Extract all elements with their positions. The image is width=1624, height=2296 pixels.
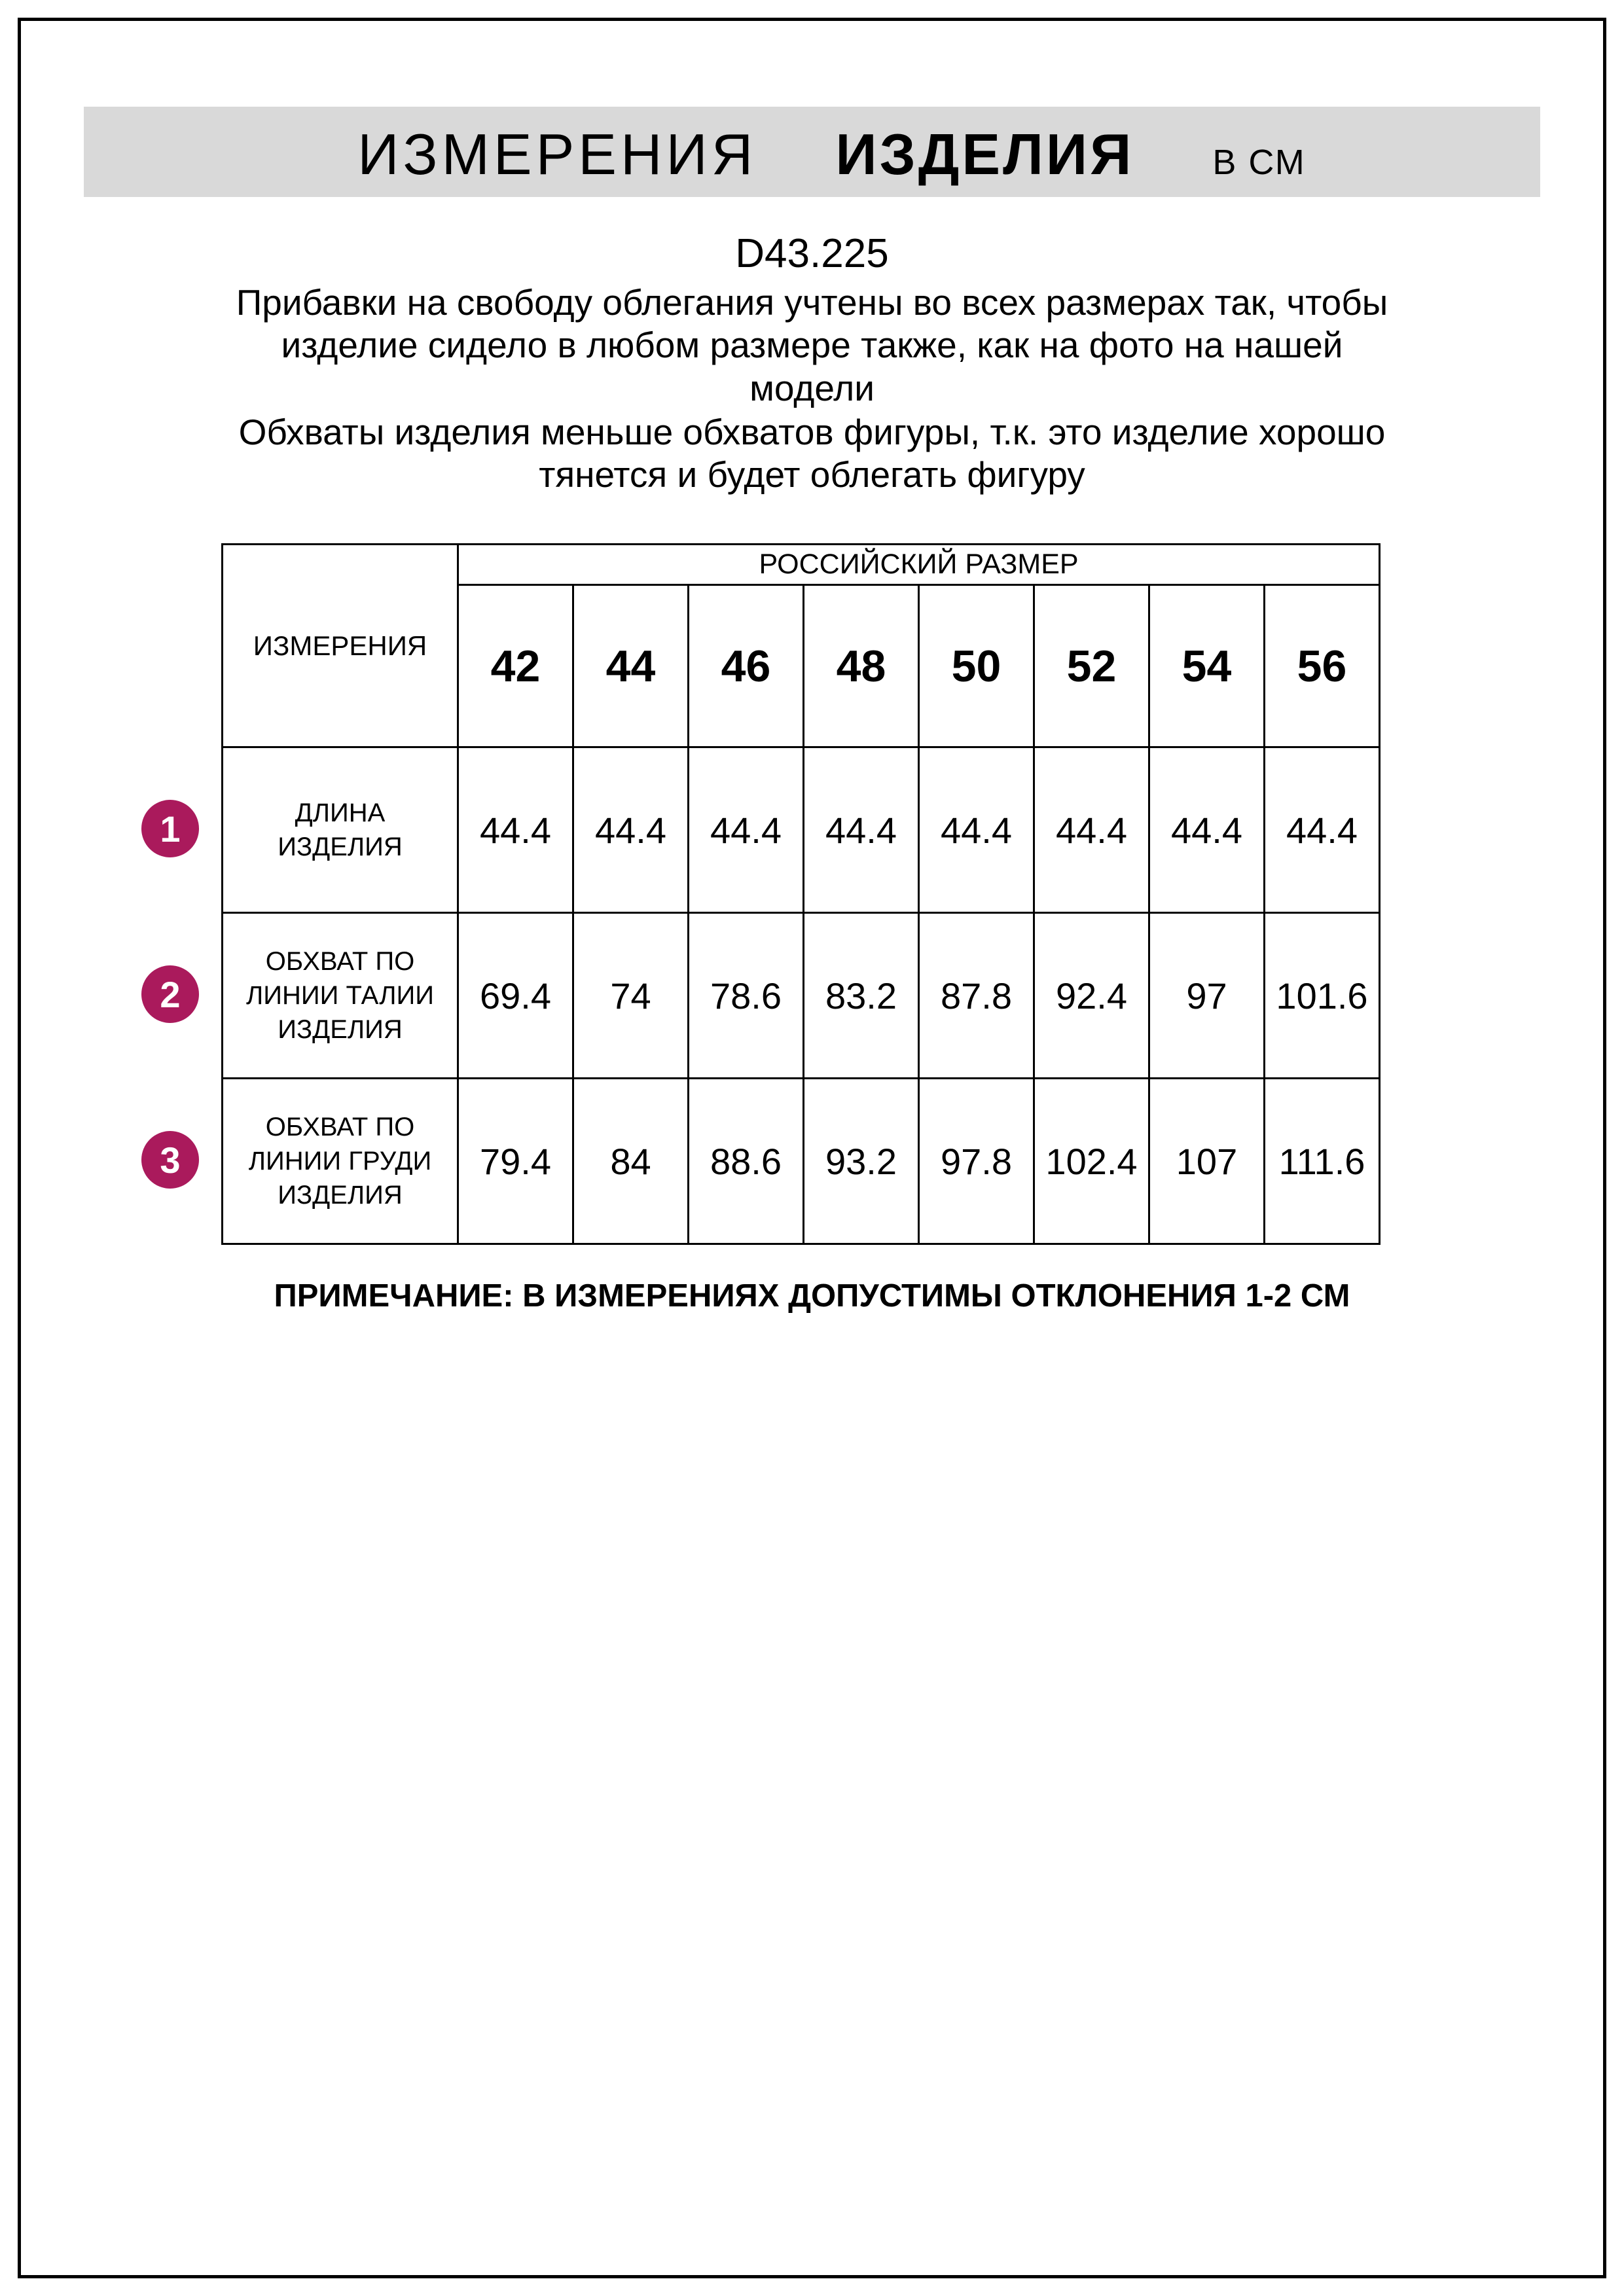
fit-allowance-paragraph: Прибавки на свободу облегания учтены во всех размерах так, чтобы изделие сидело в любом размере также, как на фото на нашей модели bbox=[236, 282, 1388, 408]
measurement-label-chest: ОБХВАТ ПО ЛИНИИ ГРУДИ ИЗДЕЛИЯ bbox=[223, 1079, 458, 1244]
measurement-label-length: ДЛИНА ИЗДЕЛИЯ bbox=[223, 747, 458, 913]
size-col-header-56: 56 bbox=[1265, 585, 1380, 747]
length-value-42: 44.4 bbox=[458, 747, 573, 913]
table-row-waist bbox=[223, 913, 1380, 1079]
chest-value-46: 88.6 bbox=[689, 1079, 804, 1244]
row-number-badge-1 bbox=[141, 800, 199, 857]
tolerance-note: ПРИМЕЧАНИЕ: В ИЗМЕРЕНИЯХ ДОПУСТИМЫ ОТКЛОНЕНИЯ 1-2 СМ bbox=[274, 1278, 1350, 1314]
table-row-chest bbox=[223, 1079, 1380, 1244]
badge-2-number: 2 bbox=[160, 973, 181, 1015]
stretch-note-paragraph: Обхваты изделия меньше обхватов фигуры, т.к. это изделие хорошо тянется и будет облегать фигуру bbox=[238, 412, 1386, 495]
length-value-54: 44.4 bbox=[1149, 747, 1265, 913]
length-value-50: 44.4 bbox=[919, 747, 1034, 913]
size-col-header-54: 54 bbox=[1149, 585, 1265, 747]
row-number-badge-3 bbox=[141, 1131, 199, 1189]
measurement-label-waist: ОБХВАТ ПО ЛИНИИ ТАЛИИ ИЗДЕЛИЯ bbox=[223, 913, 458, 1079]
model-code: D43.225 bbox=[735, 231, 889, 276]
title-banner bbox=[84, 107, 1540, 197]
chest-value-54: 107 bbox=[1149, 1079, 1265, 1244]
waist-value-46: 78.6 bbox=[689, 913, 804, 1079]
waist-value-44: 74 bbox=[573, 913, 689, 1079]
russian-size-group-header: РОССИЙСКИЙ РАЗМЕР bbox=[458, 545, 1380, 585]
measurements-corner-header: ИЗМЕРЕНИЯ bbox=[223, 545, 458, 747]
size-col-header-44: 44 bbox=[573, 585, 689, 747]
chest-value-52: 102.4 bbox=[1034, 1079, 1149, 1244]
waist-value-54: 97 bbox=[1149, 913, 1265, 1079]
length-value-56: 44.4 bbox=[1265, 747, 1380, 913]
chest-value-56: 111.6 bbox=[1265, 1079, 1380, 1244]
badge-3-number: 3 bbox=[160, 1139, 181, 1181]
size-table bbox=[221, 543, 1380, 1245]
waist-value-50: 87.8 bbox=[919, 913, 1034, 1079]
title-measurements: ИЗМЕРЕНИЯ bbox=[357, 122, 757, 187]
length-value-52: 44.4 bbox=[1034, 747, 1149, 913]
size-col-header-50: 50 bbox=[919, 585, 1034, 747]
size-col-header-46: 46 bbox=[689, 585, 804, 747]
size-col-header-42: 42 bbox=[458, 585, 573, 747]
length-value-46: 44.4 bbox=[689, 747, 804, 913]
chest-value-50: 97.8 bbox=[919, 1079, 1034, 1244]
length-value-44: 44.4 bbox=[573, 747, 689, 913]
table-header-row-group bbox=[223, 545, 1380, 585]
chest-value-42: 79.4 bbox=[458, 1079, 573, 1244]
table-row-length bbox=[223, 747, 1380, 913]
title-product: ИЗДЕЛИЯ bbox=[835, 122, 1134, 187]
waist-value-48: 83.2 bbox=[804, 913, 919, 1079]
length-value-48: 44.4 bbox=[804, 747, 919, 913]
size-col-header-48: 48 bbox=[804, 585, 919, 747]
chest-value-48: 93.2 bbox=[804, 1079, 919, 1244]
badge-1-number: 1 bbox=[160, 808, 181, 850]
row-number-badge-2 bbox=[141, 965, 199, 1023]
waist-value-42: 69.4 bbox=[458, 913, 573, 1079]
waist-value-52: 92.4 bbox=[1034, 913, 1149, 1079]
size-table-zone bbox=[0, 543, 1624, 1245]
chest-value-44: 84 bbox=[573, 1079, 689, 1244]
title-units: В СМ bbox=[1212, 143, 1306, 182]
size-col-header-52: 52 bbox=[1034, 585, 1149, 747]
waist-value-56: 101.6 bbox=[1265, 913, 1380, 1079]
